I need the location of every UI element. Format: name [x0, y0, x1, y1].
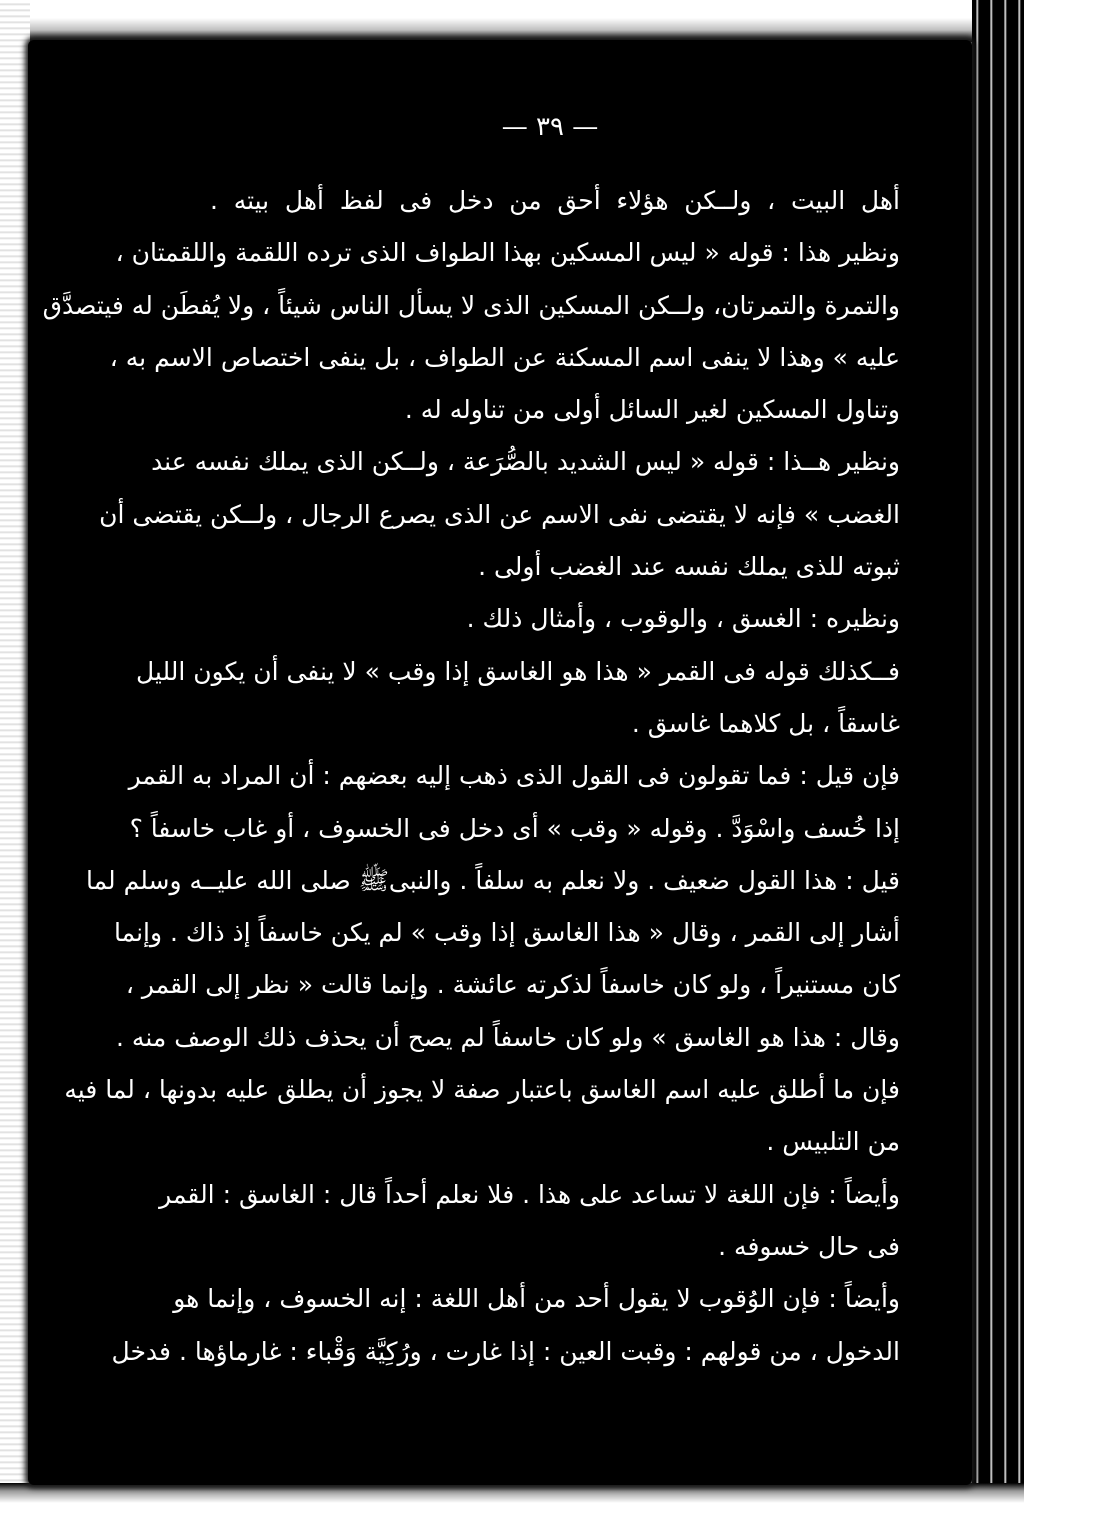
- text-line: ونظير هــذا : قوله « ليس الشديد بالصُّرَعة ، ولــكن الذى يملك نفسه عند: [151, 447, 900, 477]
- text-line: إذا خُسف واسْوَدَّ . وقوله « وقب » أى دخل فى الخسوف ، أو غاب خاسفاً ؟: [129, 813, 900, 843]
- scan-top-edge: [0, 0, 1024, 42]
- text-line: غاسقاً ، بل كلاهما غاسق .: [631, 708, 900, 738]
- text-line: وأيضاً : فإن الوُقوب لا يقول أحد من أهل اللغة : إنه الخسوف ، وإنما هو: [173, 1284, 900, 1314]
- text-line: الغضب » فإنه لا يقتضى نفى الاسم عن الذى يصرع الرجال ، ولــكن يقتضى أن: [99, 499, 900, 529]
- text-line: ثبوته للذى يملك نفسه عند الغضب أولى .: [478, 552, 900, 582]
- text-line: قيل : هذا القول ضعيف . ولا نعلم به سلفاً . والنبىﷺ صلى الله عليــه وسلم لما: [85, 865, 900, 895]
- text-line: ونظيره : الغسق ، والوقوب ، وأمثال ذلك .: [466, 604, 900, 634]
- text-line: عليه » وهذا لا ينفى اسم المسكنة عن الطواف ، بل ينفى اختصاص الاسم به ،: [109, 342, 900, 372]
- page-number: — ٣٩ —: [501, 112, 599, 142]
- scan-bottom-edge: [0, 1483, 1024, 1513]
- text-line: فإن قيل : فما تقولون فى القول الذى ذهب إليه بعضهم : أن المراد به القمر: [128, 761, 900, 791]
- body-text: [42, 175, 900, 1378]
- text-line: من التلبيس .: [766, 1127, 900, 1157]
- text-line: فــكذلك قوله فى القمر « هذا هو الغاسق إذا وقب » لا ينفى أن يكون الليل: [135, 656, 900, 686]
- text-line: أشار إلى القمر ، وقال « هذا الغاسق إذا وقب » لم يكن خاسفاً إذ ذاك . وإنما: [114, 918, 900, 948]
- text-line: أهل البيت ، ولــكن هؤلاء أحق من دخل فى لفظ أهل بيته .: [210, 186, 900, 215]
- text-line: كان مستنيراً ، ولو كان خاسفاً لذكرته عائشة . وإنما قالت « نظر إلى القمر ،: [125, 970, 900, 1000]
- text-line: وأيضاً : فإن اللغة لا تساعد على هذا . فلا نعلم أحداً قال : الغاسق : القمر: [159, 1179, 900, 1209]
- text-line: فى حال خسوفه .: [718, 1231, 900, 1261]
- scan-right-edge: [972, 0, 1024, 1513]
- text-line: وتناول المسكين لغير السائل أولى من تناوله له .: [404, 395, 900, 425]
- text-line: وقال : هذا هو الغاسق » ولو كان خاسفاً لم يصح أن يحذف ذلك الوصف منه .: [116, 1022, 900, 1052]
- scan-left-edge: [0, 0, 30, 1513]
- text-line: والتمرة والتمرتان، ولــكن المسكين الذى لا يسأل الناس شيئاً ، ولا يُفطَن له فيتصدَّق: [42, 290, 900, 320]
- text-line: ونظير هذا : قوله « ليس المسكين بهذا الطواف الذى ترده اللقمة واللقمتان ،: [115, 238, 900, 268]
- text-line: فإن ما أطلق عليه اسم الغاسق باعتبار صفة لا يجوز أن يطلق عليه بدونها ، لما فيه: [64, 1075, 900, 1105]
- text-line: الدخول ، من قولهم : وقبت العين : إذا غارت ، ورُكِيَّة وَقْباء : غارماؤها . فدخل: [111, 1336, 900, 1366]
